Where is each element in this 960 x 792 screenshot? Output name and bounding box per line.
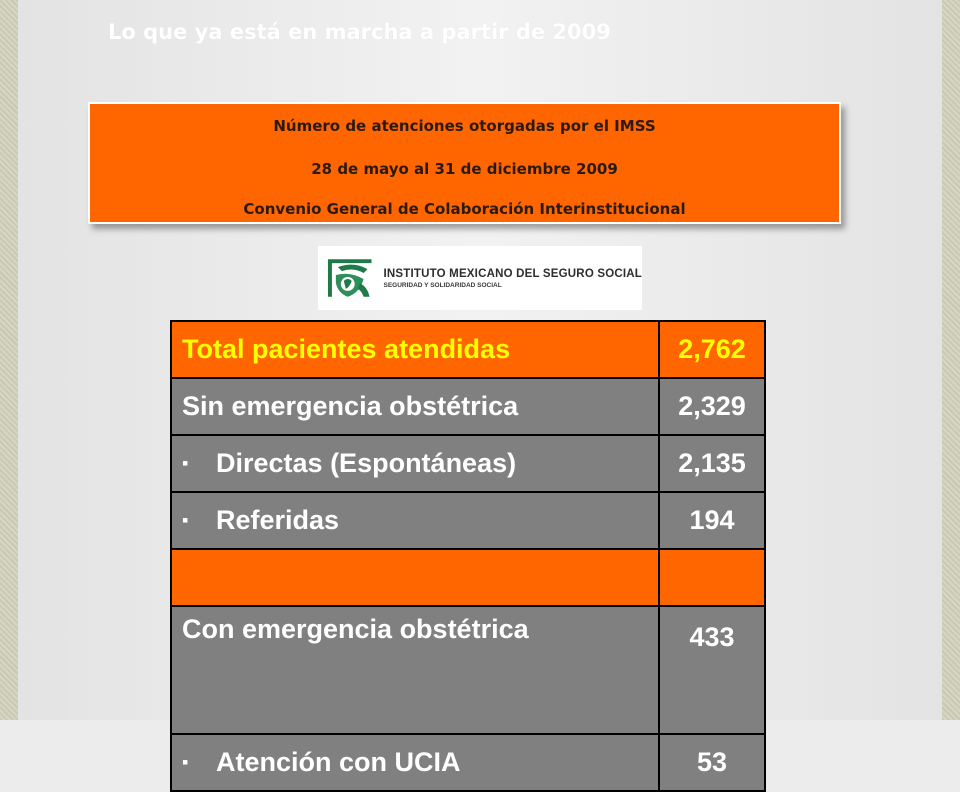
row-value: 194	[659, 492, 765, 549]
bullet-icon: ▪	[182, 510, 189, 530]
row-value: 53	[659, 734, 765, 791]
table-row-separator	[171, 549, 765, 606]
row-value: 433	[659, 606, 765, 734]
slide-title: Lo que ya está en marcha a partir de 2009	[108, 20, 611, 44]
row-label: Directas (Espontáneas)	[216, 448, 517, 478]
patients-table	[170, 320, 766, 792]
row-value: 2,329	[659, 378, 765, 435]
row-value: 2,135	[659, 435, 765, 492]
row-label-bulleted	[171, 734, 659, 791]
left-decorative-border	[0, 0, 18, 720]
table-row	[171, 492, 765, 549]
banner-line-2: 28 de mayo al 31 de diciembre 2009	[311, 160, 618, 178]
imss-logo	[318, 246, 642, 310]
row-label: Sin emergencia obstétrica	[171, 378, 659, 435]
row-value: 2,762	[659, 321, 765, 378]
logo-tagline-text: SEGURIDAD Y SOLIDARIDAD SOCIAL	[383, 281, 502, 289]
table-row	[171, 606, 765, 734]
table-row	[171, 435, 765, 492]
logo-name-text: INSTITUTO MEXICANO DEL SEGURO SOCIAL	[383, 267, 642, 280]
row-label-bulleted	[171, 435, 659, 492]
bullet-icon: ▪	[182, 453, 189, 473]
right-decorative-border	[942, 0, 960, 720]
table-row	[171, 734, 765, 791]
row-value	[659, 549, 765, 606]
bullet-icon: ▪	[182, 752, 189, 772]
row-label: Con emergencia obstétrica	[171, 606, 659, 734]
row-label: Total pacientes atendidas	[171, 321, 659, 378]
imss-eagle-logo-icon	[324, 253, 375, 303]
row-label	[171, 549, 659, 606]
row-label-bulleted	[171, 492, 659, 549]
table-row	[171, 378, 765, 435]
banner-line-3: Convenio General de Colaboración Interinstitucional	[243, 200, 686, 218]
row-label: Atención con UCIA	[216, 747, 461, 777]
banner-line-1: Número de atenciones otorgadas por el IMSS	[273, 117, 656, 135]
table-row	[171, 321, 765, 378]
row-label: Referidas	[216, 505, 340, 535]
info-banner	[88, 102, 841, 224]
